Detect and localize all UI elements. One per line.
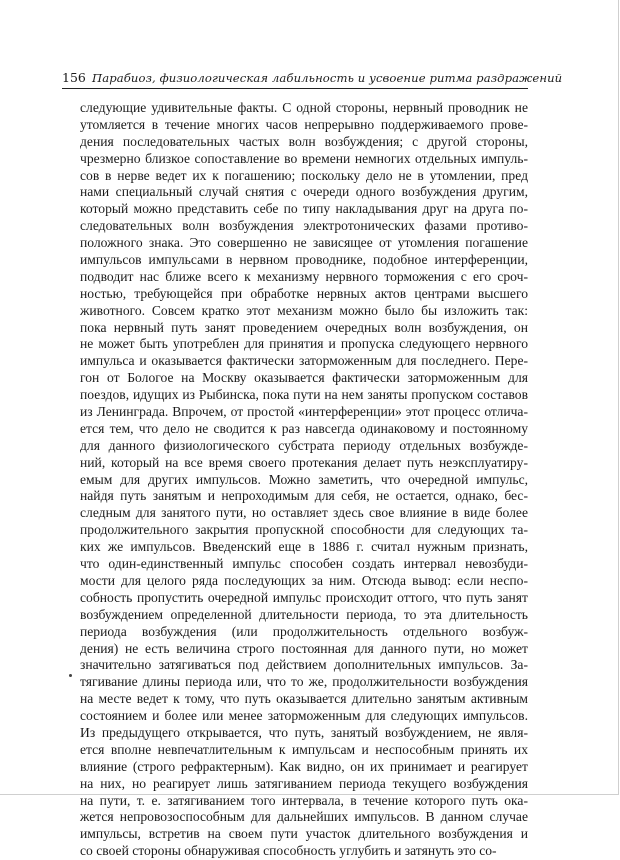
text-line: импульсов импульсами в нервном проводнике, подобное интерференции, — [80, 252, 528, 268]
text-line: который можно представить себе по типу накладывания друг на друга по- — [80, 201, 528, 217]
text-line: подводит нас ближе всего к механизму нервного торможения с его сроч- — [80, 268, 528, 284]
text-line: импульса и оказывается фактически заторможенным для последнего. Пере- — [80, 353, 528, 369]
text-line: гон от Бологое на Москву оказывается фактически заторможенным для — [80, 370, 528, 386]
text-line: мости для целого ряда последующих за ним. Отсюда вывод: если неспо- — [80, 572, 528, 588]
running-title: Парабиоз, физиологическая лабильность и усвоение ритма раздражений — [92, 71, 563, 85]
text-line: следным для занятого пути, но оставляет здесь свое влияние в виде более — [80, 505, 528, 521]
text-line: возбуждением определенной длительности периода, то эта длительность — [80, 606, 528, 622]
header-rule — [62, 88, 528, 89]
text-line: ностью, требующейся при обработке нервных актов центрами высшего — [80, 285, 528, 301]
text-line: ких же импульсов. Введенский еще в 1886 г. считал нужным признать, — [80, 539, 528, 555]
text-line: чрезмерно близкое сопоставление во времени немногих отдельных импуль- — [80, 150, 528, 166]
text-line: дения последовательных частых волн возбуждения; с другой стороны, — [80, 133, 528, 149]
text-line: следующие удивительные факты. С одной стороны, нервный проводник не — [80, 100, 528, 115]
text-line: пока нервный путь занят проведением очередных волн возбуждения, он — [80, 319, 528, 335]
text-line: со своей стороны обнаруживая способность углубить и затянуть это со- — [80, 843, 497, 859]
text-line: дения) не есть величина строго постоянная для данного пути, но может — [80, 640, 528, 656]
text-line: положного знака. Это совершенно не зависящее от утомления погашение — [80, 235, 528, 251]
text-line: собность пропустить очередной импульс происходит оттого, что путь занят — [80, 589, 528, 605]
text-line: что один-единственный импульс способен создать интервал невозбуди- — [80, 556, 528, 572]
text-line: не может быть употреблен для принятия и пропуска следующего нервного — [80, 336, 528, 352]
scan-speck — [69, 674, 72, 677]
text-line: периода возбуждения (или продолжительность отдельного возбуж- — [80, 623, 528, 639]
text-line: ний, который на все время своего протекания делает путь неэксплуатиру- — [80, 454, 528, 470]
text-line: жется непровозоспособным для дальнейших импульсов. В данном случае — [80, 809, 528, 825]
text-line: утомляется в течение многих часов непрерывно поддерживаемого прове- — [80, 116, 528, 132]
text-line: на месте ведет к тому, что путь оказывается длительно занятым активным — [80, 691, 528, 707]
text-line: значительно затягиваться под действием дополнительных импульсов. За- — [80, 657, 528, 673]
text-line: емым для других импульсов. Можно заметить, что очередной импульс, — [80, 471, 528, 487]
text-line: на пути, т. е. затягиванием того интервала, в течение которого путь ока- — [80, 792, 528, 808]
text-line: животного. Совсем кратко этот механизм можно было бы изложить так: — [80, 302, 528, 318]
text-line: влияние (строго рефрактерным). Как видно, он их принимает и реагирует — [80, 758, 528, 774]
text-line: найдя путь занятым и непроходимым для себя, не остается, однако, бес- — [80, 488, 528, 504]
text-line: импульсы, встретив на своем пути участок длительного возбуждения и — [80, 826, 528, 842]
text-line: ется тем, что дело не сводится к раз навсегда одинаковому и постоянному — [80, 420, 528, 436]
text-line: поездов, идущих из Рыбинска, пока пути на нем заняты пропуском составов — [80, 387, 528, 403]
text-line: на них, но реагирует лишь затягиванием периода текущего возбуждения — [80, 775, 528, 791]
text-line: Из предыдущего открывается, что путь, занятый возбуждением, не явля- — [80, 724, 528, 740]
text-line: из Ленинграда. Впрочем, от простой «интерференции» этот процесс отлича- — [80, 404, 528, 420]
text-line: следовательных волн возбуждения электротонических фазами противо- — [80, 218, 528, 234]
text-line: состоянием и более или менее заторможенным для следующих импульсов. — [80, 708, 528, 724]
text-line: нами специальный случай снятия с очереди одного возбуждения другим, — [80, 184, 528, 200]
page-number: 156 — [62, 70, 86, 85]
body-text — [80, 100, 528, 860]
text-line: для данного физиологического субстрата периоду отдельных возбужде- — [80, 437, 528, 453]
text-line: сов в нерве ведет их к погашению; поскольку дело не в утомлении, пред — [80, 167, 528, 183]
text-line: ется вполне невпечатлительным к импульсам и неспособным принять их — [80, 741, 528, 757]
text-line: продолжительного закрытия пропускной способности для следующих та- — [80, 522, 528, 538]
text-line: тягивание длины периода или, что то же, продолжительности возбуждения — [80, 674, 528, 690]
running-header — [62, 70, 563, 88]
